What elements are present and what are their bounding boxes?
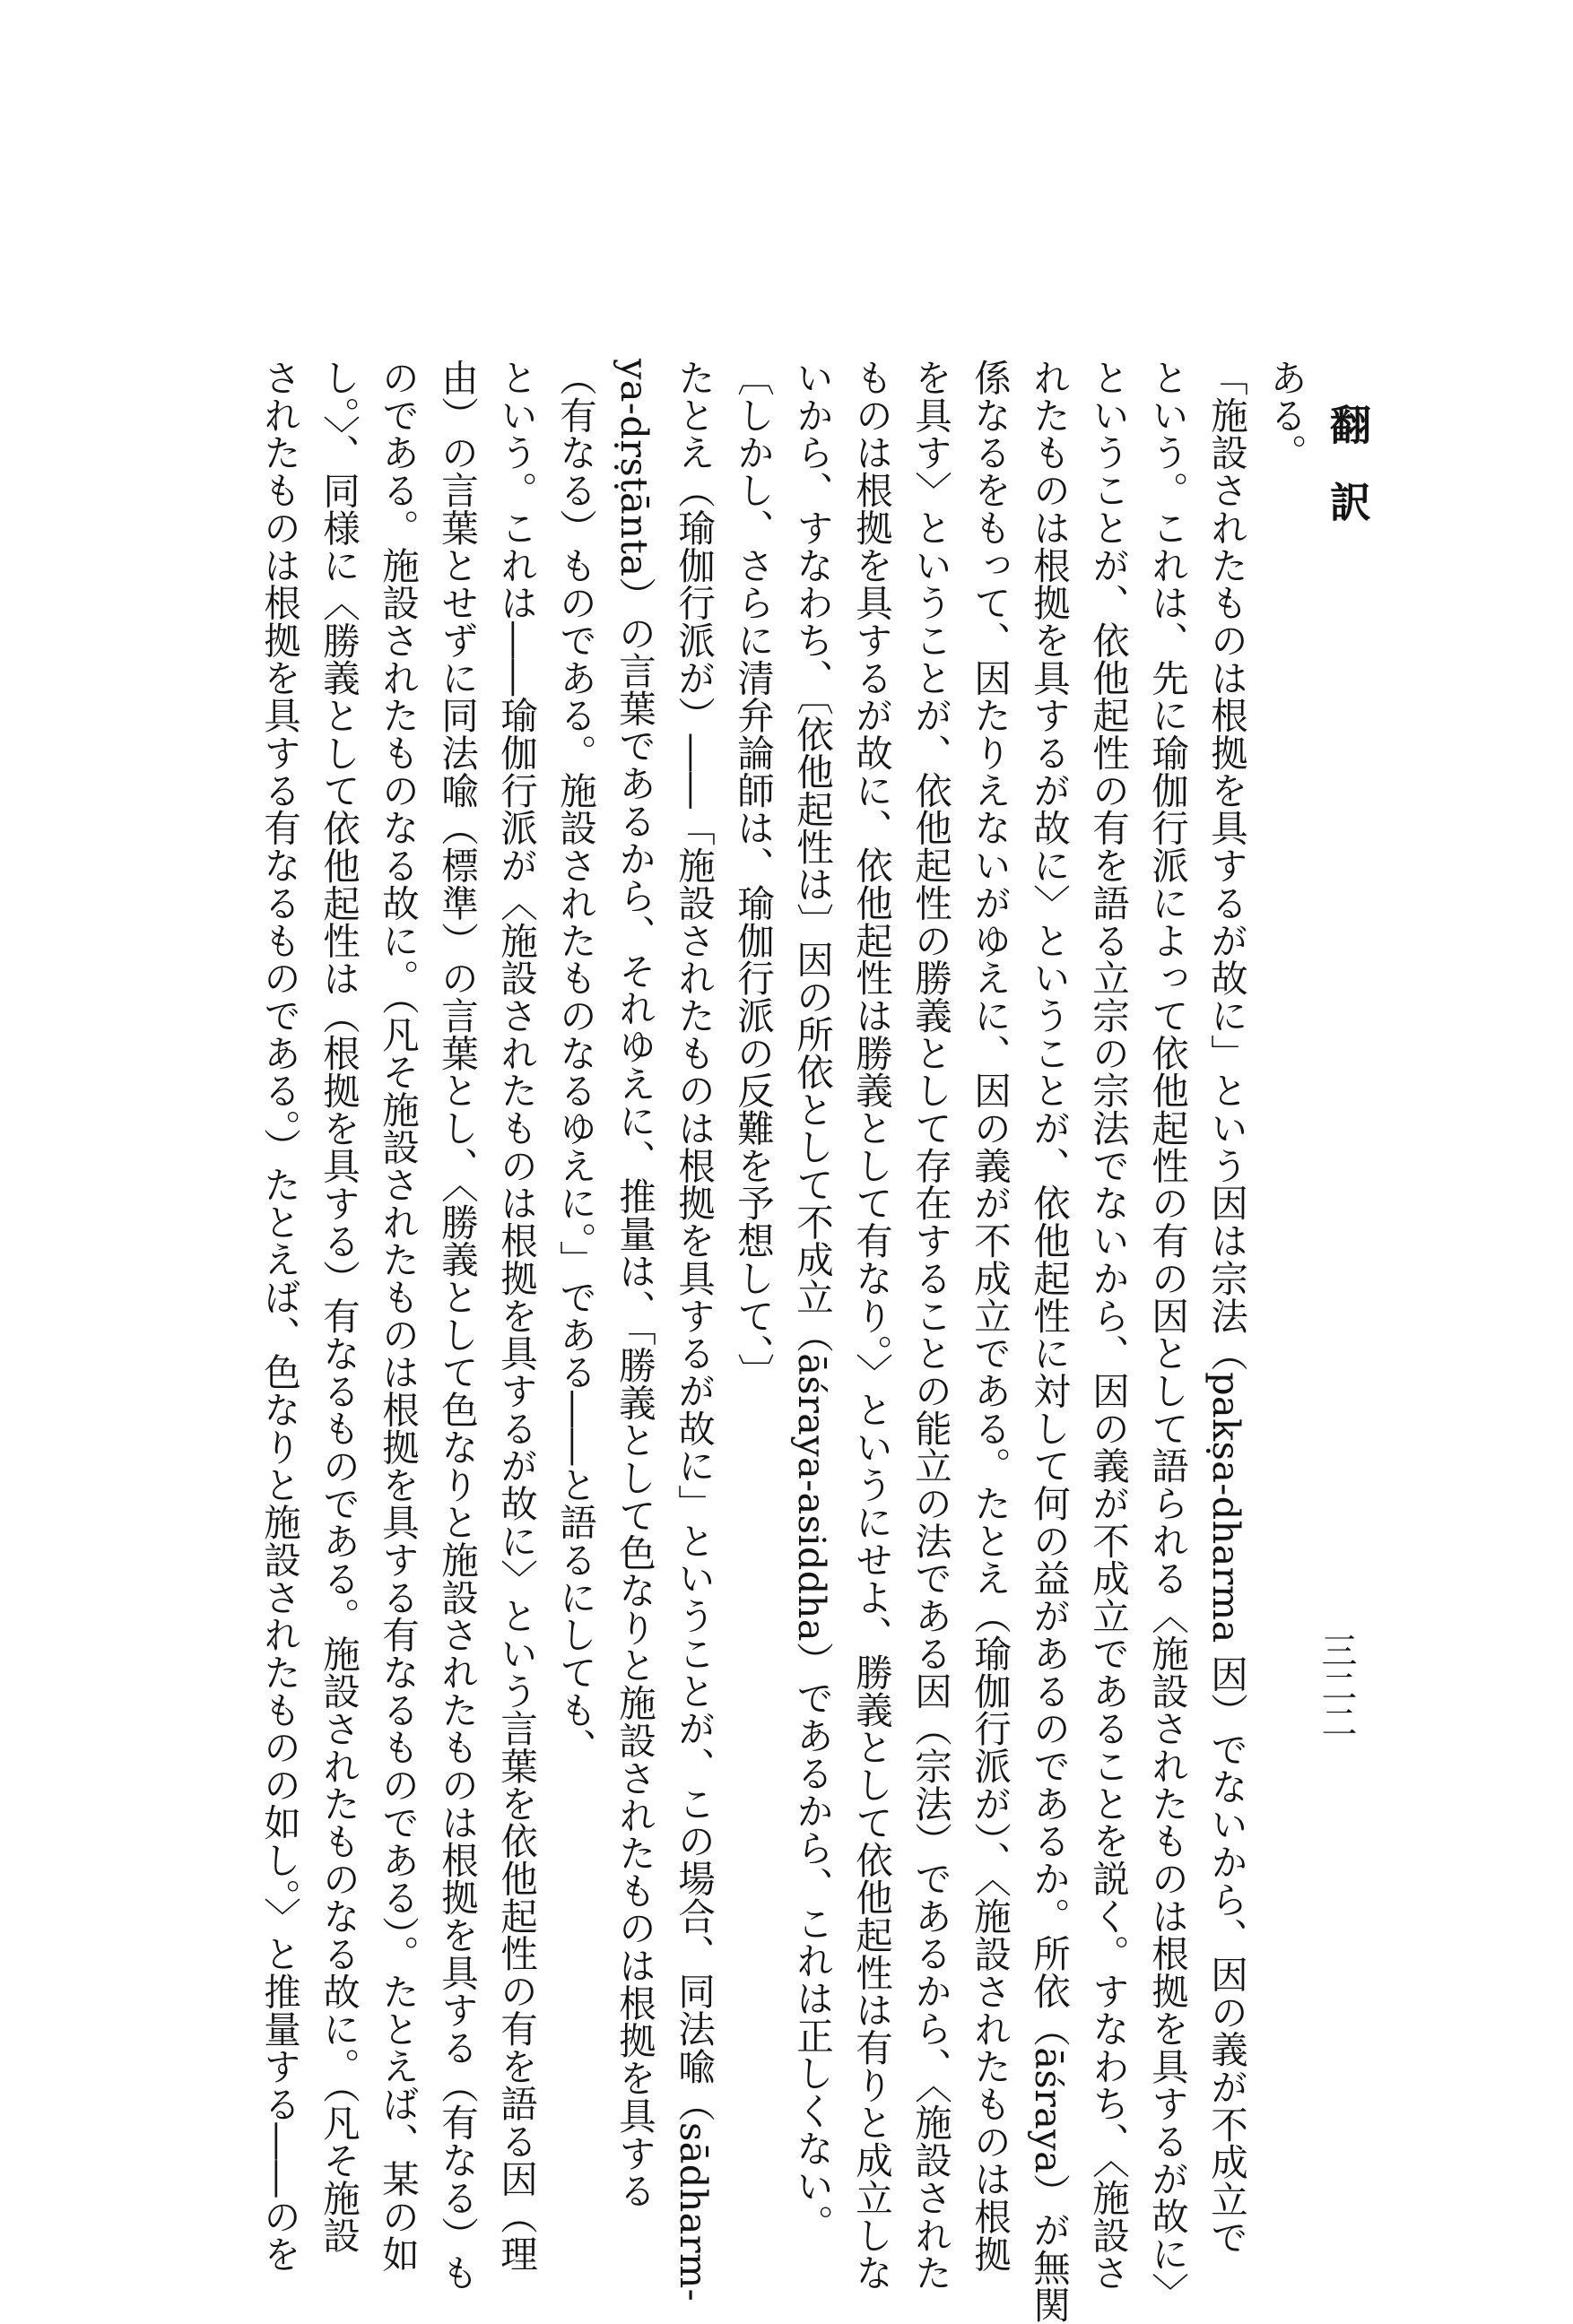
text-column: ということが、依他起性の有を語る立宗の宗法でないから、因の義が不成立であることを説く。すなわち、〈施設さ <box>1086 359 1130 2292</box>
text-column: れたものは根拠を具するが故に〉ということが、依他起性に対して何の益があるのであるか。所依（āśraya）が無関 <box>1027 359 1071 2324</box>
text-column: し。〉、同様に〈勝義として依他起性は（根拠を具する）有なるものである。施設されたものなる故に。（凡そ施設 <box>317 359 361 2254</box>
text-column: という。これは――瑜伽行派が〈施設されたものは根拠を具するが故に〉という言葉を依他起性の有を語る因（理 <box>494 359 538 2273</box>
body-text <box>249 359 1315 2324</box>
text-column: ある。 <box>1264 359 1308 472</box>
text-column: を具す〉ということが、依他起性の勝義として存在することの能立の法である因（宗法）であるから、〈施設された <box>908 359 952 2292</box>
text-column: という。これは、先に瑜伽行派によって依他起性の有の因として語られる〈施設されたものは根拠を具するが故に〉 <box>1145 359 1189 2311</box>
text-column: いから、すなわち、〔依他起性は〕因の所依として不成立（āśraya-asiddha）であるから、これは正しくない。 <box>790 359 834 2242</box>
text-column: 「施設されたものは根拠を具するが故に」という因は宗法（pakṣa-dharma 因）でないから、因の義が不成立で <box>1204 359 1248 2256</box>
text-column: されたものは根拠を具する有なるものである。）たとえば、色なりと施設されたものの如し。〉と推量する――のを <box>257 359 301 2273</box>
text-column: のである。施設されたものなる故に。（凡そ施設されたものは根拠を具する有なるものである）。たとえば、某の如 <box>376 359 420 2273</box>
page-number: 三二二 <box>1316 1632 1357 1739</box>
text-column: 係なるをもって、因たりえないがゆえに、因の義が不成立である。たとえ（瑜伽行派が）、〈施設されたものは根拠 <box>968 359 1012 2273</box>
text-column: たとえ（瑜伽行派が）――「施設されたものは根拠を具するが故に」ということが、この場合、同法喩（sādharm- <box>672 359 716 2302</box>
text-column: 〔しかし、さらに清弁論師は、瑜伽行派の反難を予想して、〕 <box>731 359 775 1392</box>
text-column: 由）の言葉とせずに同法喩（標準）の言葉とし、〈勝義として色なりと施設されたものは根拠を具する（有なる）も <box>435 359 479 2292</box>
text-column: （有なる）ものである。施設されたものなるゆえに。」である――と語るにしても、 <box>553 359 597 1766</box>
running-title: 翻訳 <box>1324 403 1372 558</box>
text-column: ものは根拠を具するが故に、依他起性は勝義として有なり。〉というにせよ、勝義として依他起性は有りと成立しな <box>849 359 893 2292</box>
text-column: ya-dṛṣṭānta）の言葉であるから、それゆえに、推量は、「勝義として色なりと施設されたものは根拠を具する <box>613 359 656 2209</box>
